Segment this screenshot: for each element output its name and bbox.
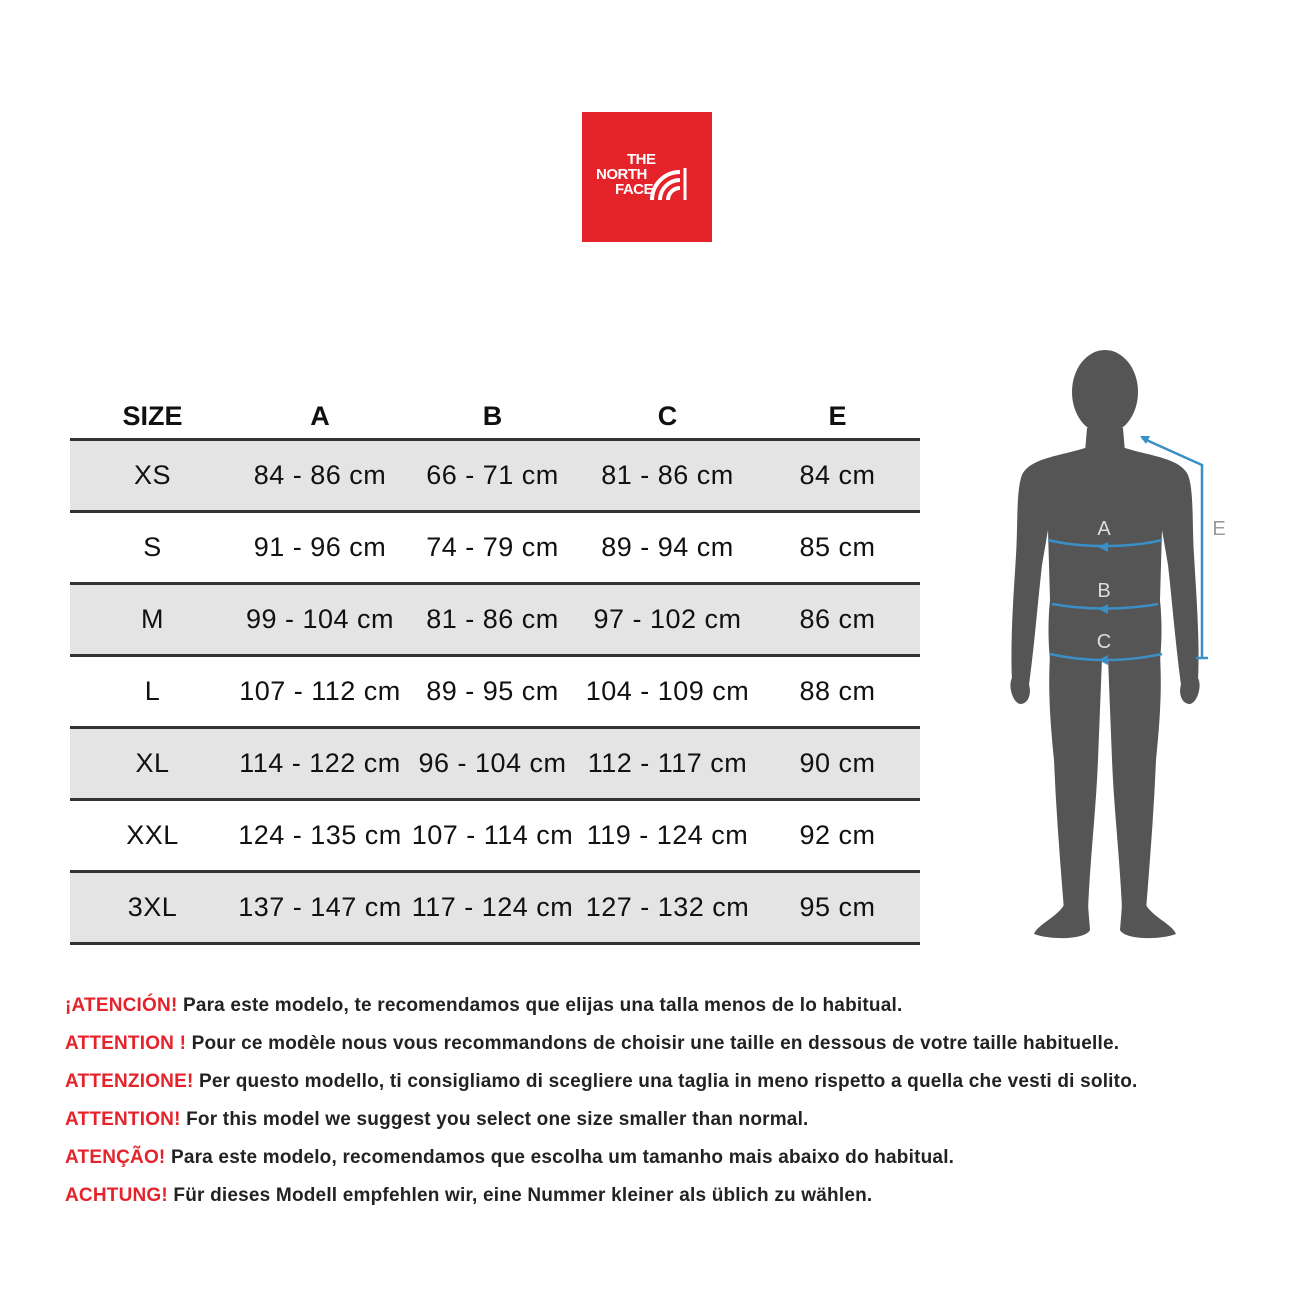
logo-wordmark — [582, 152, 712, 197]
header-a: A — [235, 380, 405, 440]
table-header-row — [70, 380, 920, 440]
cell-c: 112 - 117 cm — [580, 728, 755, 800]
table-row — [70, 584, 920, 656]
table-row — [70, 728, 920, 800]
size-notice — [65, 1147, 1275, 1185]
cell-e: 84 cm — [755, 440, 920, 512]
logo-line: NORTH — [596, 166, 647, 183]
notice-text: Für dieses Modell empfehlen wir, eine Nummer kleiner als üblich zu wählen. — [167, 1185, 873, 1206]
cell-a: 91 - 96 cm — [235, 512, 405, 584]
table-row — [70, 656, 920, 728]
table-row — [70, 512, 920, 584]
header-e: E — [755, 380, 920, 440]
logo-line: THE — [627, 151, 656, 168]
table-row — [70, 440, 920, 512]
label-a: A — [1097, 518, 1111, 540]
cell-b: 66 - 71 cm — [405, 440, 580, 512]
cell-size: 3XL — [70, 872, 235, 944]
cell-b: 107 - 114 cm — [405, 800, 580, 872]
cell-e: 95 cm — [755, 872, 920, 944]
table-row — [70, 872, 920, 944]
cell-size: XL — [70, 728, 235, 800]
header-c: C — [580, 380, 755, 440]
size-notice — [65, 995, 1275, 1033]
cell-e: 86 cm — [755, 584, 920, 656]
size-notice — [65, 1071, 1275, 1109]
cell-size: XS — [70, 440, 235, 512]
cell-size: L — [70, 656, 235, 728]
cell-b: 74 - 79 cm — [405, 512, 580, 584]
notice-text: Per questo modello, ti consigliamo di scegliere una taglia in meno rispetto a quella che vesti di solito. — [193, 1071, 1138, 1092]
table-row — [70, 800, 920, 872]
notice-warning-label: ATTENTION! — [65, 1109, 181, 1130]
notice-text: Pour ce modèle nous vous recommandons de choisir une taille en dessous de votre taille habituelle. — [186, 1033, 1120, 1054]
label-b: B — [1097, 580, 1111, 602]
logo-line: FACE — [615, 181, 654, 198]
cell-b: 89 - 95 cm — [405, 656, 580, 728]
brand-logo — [582, 112, 712, 242]
notice-warning-label: ACHTUNG! — [65, 1185, 168, 1206]
cell-size: M — [70, 584, 235, 656]
cell-size: S — [70, 512, 235, 584]
label-e: E — [1212, 518, 1226, 540]
header-size: SIZE — [70, 380, 235, 440]
size-notice — [65, 1109, 1275, 1147]
size-notice-list — [65, 995, 1275, 1223]
label-c: C — [1096, 631, 1112, 653]
cell-b: 81 - 86 cm — [405, 584, 580, 656]
cell-a: 137 - 147 cm — [235, 872, 405, 944]
cell-c: 119 - 124 cm — [580, 800, 755, 872]
notice-warning-label: ATENÇÃO! — [65, 1147, 166, 1168]
cell-c: 81 - 86 cm — [580, 440, 755, 512]
cell-a: 84 - 86 cm — [235, 440, 405, 512]
notice-text: Para este modelo, te recomendamos que elijas una talla menos de lo habitual. — [177, 995, 903, 1016]
notice-text: Para este modelo, recomendamos que escolha um tamanho mais abaixo do habitual. — [165, 1147, 955, 1168]
notice-text: For this model we suggest you select one size smaller than normal. — [180, 1109, 809, 1130]
body-measurement-figure — [990, 340, 1250, 950]
cell-b: 117 - 124 cm — [405, 872, 580, 944]
size-notice — [65, 1033, 1275, 1071]
cell-b: 96 - 104 cm — [405, 728, 580, 800]
cell-e: 88 cm — [755, 656, 920, 728]
cell-c: 127 - 132 cm — [580, 872, 755, 944]
cell-a: 99 - 104 cm — [235, 584, 405, 656]
cell-e: 90 cm — [755, 728, 920, 800]
header-b: B — [405, 380, 580, 440]
cell-e: 85 cm — [755, 512, 920, 584]
cell-c: 89 - 94 cm — [580, 512, 755, 584]
notice-warning-label: ATTENZIONE! — [65, 1071, 194, 1092]
cell-a: 114 - 122 cm — [235, 728, 405, 800]
size-notice — [65, 1185, 1275, 1223]
cell-a: 107 - 112 cm — [235, 656, 405, 728]
cell-e: 92 cm — [755, 800, 920, 872]
cell-c: 104 - 109 cm — [580, 656, 755, 728]
cell-a: 124 - 135 cm — [235, 800, 405, 872]
notice-warning-label: ATTENTION ! — [65, 1033, 187, 1054]
cell-c: 97 - 102 cm — [580, 584, 755, 656]
size-chart-table — [70, 380, 920, 945]
cell-size: XXL — [70, 800, 235, 872]
notice-warning-label: ¡ATENCIÓN! — [65, 995, 178, 1016]
